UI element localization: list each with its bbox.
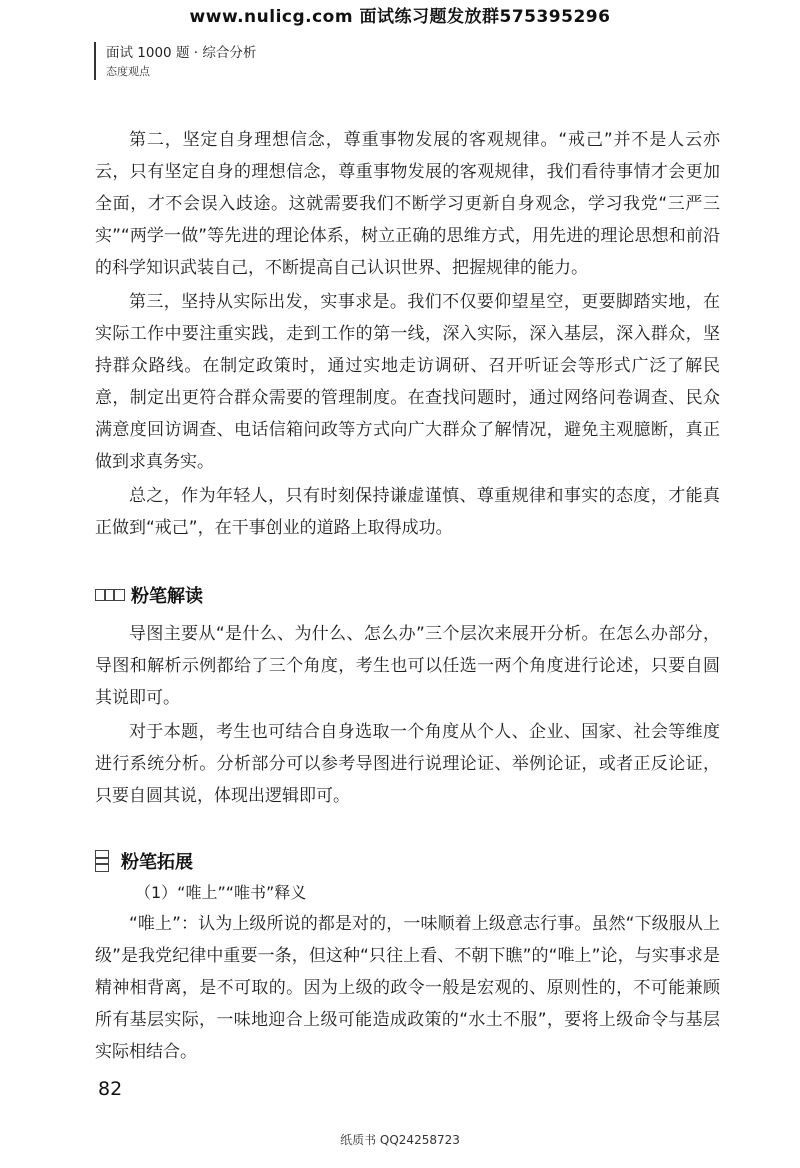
expansion-section-heading — [95, 848, 720, 874]
expansion-subheading: （1）“唯上”“唯书”释义 — [135, 883, 307, 902]
top-banner: www.nulicg.com 面试练习题发放群575395296 — [189, 7, 611, 27]
reading-paragraph: 导图主要从“是什么、为什么、怎么办”三个层次来展开分析。在怎么办部分，导图和解析示例都给了三个角度，考生也可以任选一两个角度进行论述，只要自圆其说即可。 — [95, 624, 720, 708]
book-title: 面试 1000 题 · 综合分析 — [106, 45, 257, 61]
reading-section-heading — [95, 582, 720, 608]
running-header — [94, 42, 256, 80]
page-content — [95, 124, 720, 1068]
expansion-icon — [95, 850, 109, 872]
body-paragraph: 总之，作为年轻人，只有时刻保持谦虚谨慎、尊重规律和事实的态度，才能真正做到“戒己”，在干事创业的道路上取得成功。 — [95, 486, 720, 538]
reading-paragraph: 对于本题，考生也可结合自身选取一个角度从个人、企业、国家、社会等维度进行系统分析。分析部分可以参考导图进行说理论证、举例论证，或者正反论证，只要自圆其说，体现出逻辑即可。 — [95, 722, 720, 806]
section-label: 态度观点 — [106, 65, 150, 78]
expansion-paragraph: “唯上”：认为上级所说的都是对的，一味顺着上级意志行事。虽然“下级服从上级”是我党纪律中重要一条，但这种“只往上看、不朝下瞧”的“唯上”论，与实事求是精神相背离，是不可取的。因为上级的政令一般是宏观的、原则性的，不可能兼顾所有基层实际，一味地迎合上级可能造成政策的“水土不服”，要将上级命令与基层实际相结合。 — [95, 914, 720, 1062]
footer-note: 纸质书 QQ24258723 — [340, 1133, 460, 1147]
body-paragraph: 第二，坚定自身理想信念，尊重事物发展的客观规律。“戒己”并不是人云亦云，只有坚定自身的理想信念，尊重事物发展的客观规律，我们看待事情才会更加全面，才不会误入歧途。这就需要我们不断学习更新自身观念，学习我党“三严三实”“两学一做”等先进的理论体系，树立正确的思维方式，用先进的理论思想和前沿的科学知识武装自己，不断提高自己认识世界、把握规律的能力。 — [95, 130, 720, 278]
expansion-heading-text: 粉笔拓展 — [121, 852, 193, 873]
body-paragraph: 第三，坚持从实际出发，实事求是。我们不仅要仰望星空，更要脚踏实地，在实际工作中要注重实践，走到工作的第一线，深入实际，深入基层，深入群众，坚持群众路线。在制定政策时，通过实地走访调研、召开听证会等形式广泛了解民意，制定出更符合群众需要的管理制度。在查找问题时，通过网络问卷调查、民众满意度回访调查、电话信箱问政等方式向广大群众了解情况，避免主观臆断，真正做到求真务实。 — [95, 292, 720, 472]
page-number: 82 — [98, 1078, 123, 1100]
reading-icon — [95, 589, 125, 601]
reading-heading-text: 粉笔解读 — [131, 586, 203, 607]
